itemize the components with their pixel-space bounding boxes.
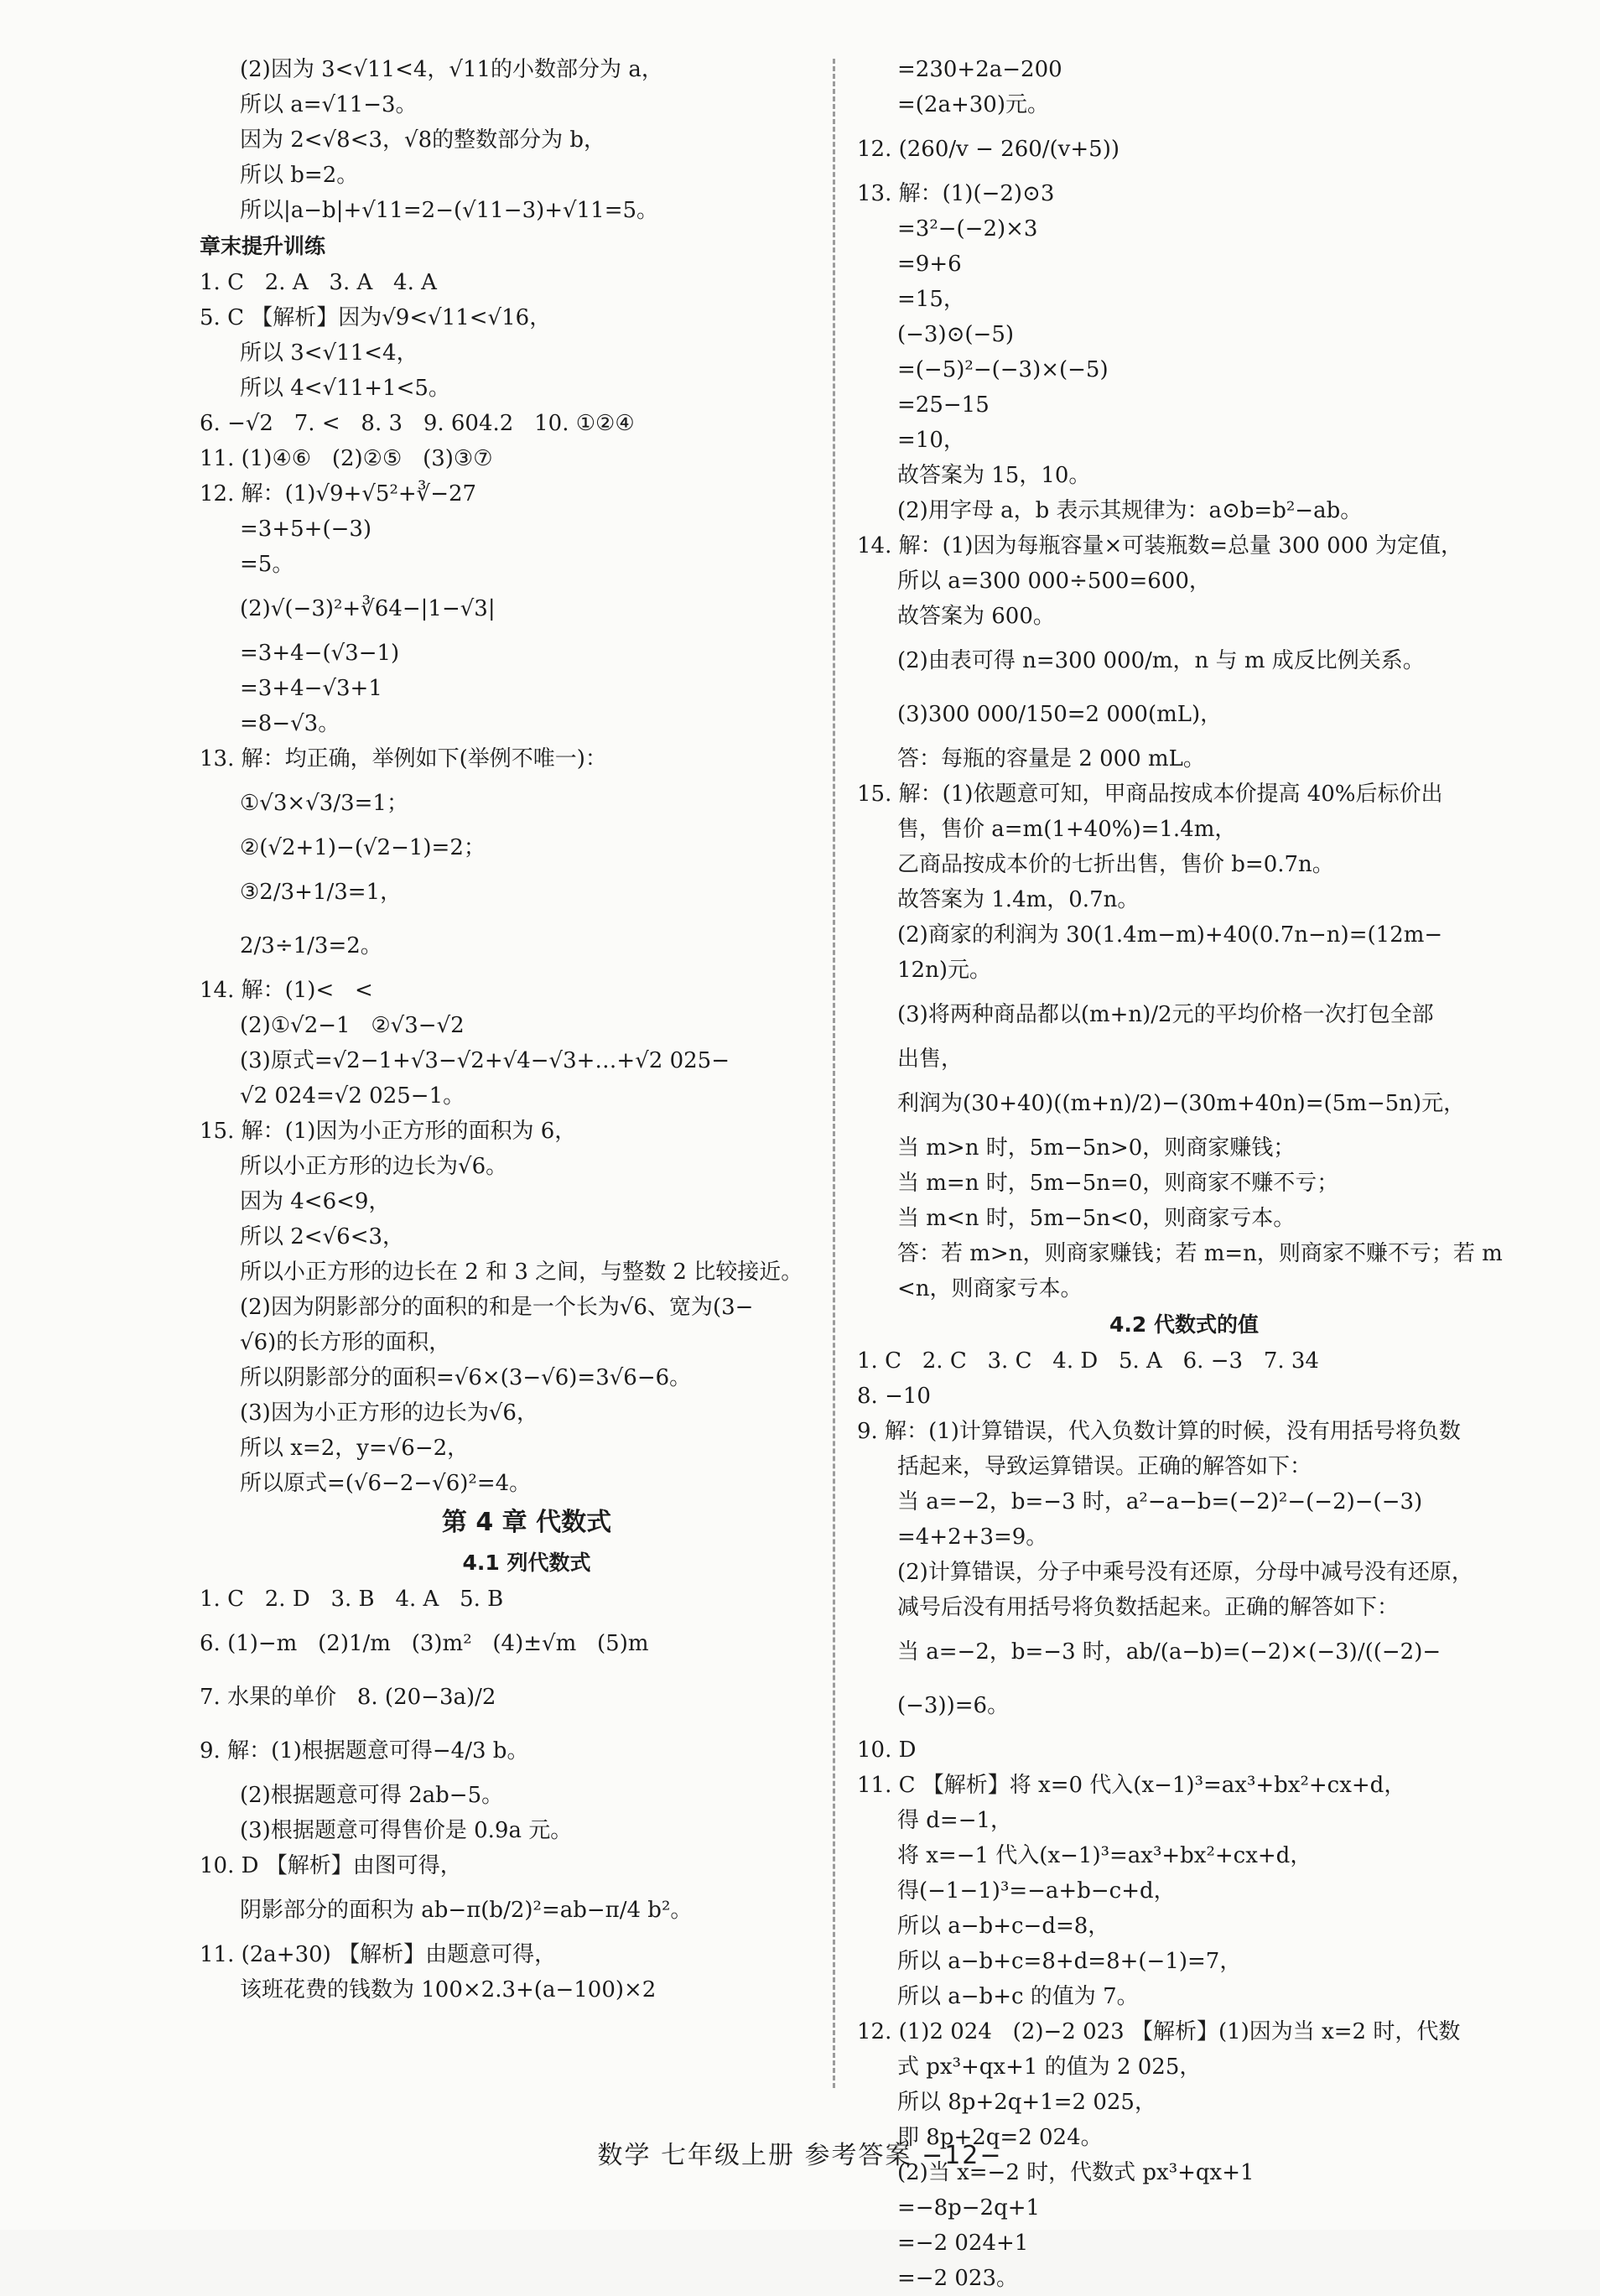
answer-line: =8−√3。 [240,711,340,736]
answer-line: 所以 a−b+c 的值为 7。 [897,1984,1139,2009]
column-divider [833,59,835,2088]
answer-line: (3)原式=√2−1+√3−√2+√4−√3+…+√2 025− [240,1048,730,1073]
answer-line: (2)√(−3)²+∛64−|1−√3| [240,596,496,621]
answer-line: 12. 解：(1)√9+√5²+∛−27 [200,481,477,506]
answer-line: 1. C 2. C 3. C 4. D 5. A 6. −3 7. 34 [857,1348,1319,1374]
answer-line: =(−5)²−(−3)×(−5) [897,357,1109,382]
answer-line: 即 8p+2q=2 024。 [897,2125,1103,2150]
answer-line: 当 a=−2，b=−3 时，ab/(a−b)=(−2)×(−3)/((−2)−(−3))=6。 [897,1639,1442,1718]
answer-line: 12. (1)2 024 (2)−2 023 【解析】(1)因为当 x=2 时，代数 [857,2019,1461,2044]
answer-line: =3+4−√3+1 [240,676,382,701]
answer-line: =3+5+(−3) [240,517,372,542]
answer-line: ①√3×√3/3=1； [240,791,408,816]
answer-line: (3)因为小正方形的边长为√6， [240,1400,538,1426]
answer-line: 14. 解：(1)因为每瓶容量×可装瓶数=总量 300 000 为定值， [857,533,1463,558]
answer-line: 阴影部分的面积为 ab−π(b/2)²=ab−π/4 b²。 [240,1898,693,1923]
answer-line: 13. 解：均正确，举例如下(举例不唯一)： [200,746,607,771]
answer-line: 答：每瓶的容量是 2 000 mL。 [897,746,1205,771]
answer-line: 故答案为 1.4m，0.7n。 [897,887,1140,912]
answer-line: (2)由表可得 n=300 000/m，n 与 m 成反比例关系。 [897,648,1425,673]
answer-line: 所以 x=2，y=√6−2， [240,1436,470,1461]
answer-line: (2)因为阴影部分的面积的和是一个长为√6、宽为(3− [240,1295,754,1320]
answer-line: =−2 024+1 [897,2231,1029,2256]
answer-line: =−2 023。 [897,2266,1019,2291]
answer-line: (2)因为 3<√11<4，√11的小数部分为 a， [240,57,663,82]
answer-line: 所以 a=√11−3。 [240,92,418,117]
answer-line: 12n)元。 [897,958,991,983]
answer-line: 所以 a−b+c−d=8， [897,1914,1110,1939]
answer-line: 所以小正方形的边长在 2 和 3 之间，与整数 2 比较接近。 [240,1260,803,1285]
answer-line: 12. (260/v − 260/(v+5)) [857,137,1119,162]
answer-line: 该班花费的钱数为 100×2.3+(a−100)×2 [240,1977,657,2003]
section-heading: 章末提升训练 [200,234,326,258]
answer-line: <n，则商家亏本。 [897,1276,1083,1301]
answer-line: 所以小正方形的边长为√6。 [240,1154,508,1179]
answer-line: 当 m<n 时，5m−5n<0，则商家亏本。 [897,1206,1296,1231]
answer-line: 所以原式=(√6−2−√6)²=4。 [240,1471,532,1496]
answer-line: 10. D 【解析】由图可得， [200,1853,462,1878]
subsection-heading: 4.1 列代数式 [462,1551,591,1575]
answer-line: 答：若 m>n，则商家赚钱；若 m=n，则商家不赚不亏；若 m [897,1241,1503,1266]
answer-line: 11. (2a+30) 【解析】由题意可得， [200,1942,557,1967]
page-footer: 数学 七年级上册 参考答案 −12− [597,2141,1003,2170]
answer-line: 故答案为 15，10。 [897,463,1091,488]
answer-line: 所以 2<√6<3， [240,1224,405,1249]
answer-line: 7. 水果的单价 8. (20−3a)/2 [200,1685,496,1710]
answer-line: 利润为(30+40)((m+n)/2)−(30m+40n)=(5m−5n)元， [897,1091,1466,1116]
answer-line: 所以 8p+2q+1=2 025， [897,2090,1156,2115]
answer-line: =4+2+3=9。 [897,1525,1048,1550]
answer-line: (3)300 000/150=2 000(mL)， [897,702,1223,727]
answer-line: 将 x=−1 代入(x−1)³=ax³+bx²+cx+d， [897,1843,1312,1868]
answer-line: =5。 [240,552,294,577]
answer-line: (3)根据题意可得售价是 0.9a 元。 [240,1818,573,1843]
answer-line: (2)用字母 a，b 表示其规律为：a⊙b=b²−ab。 [897,498,1363,523]
answer-line: 得 d=−1， [897,1808,1013,1833]
answer-line: 15. 解：(1)依题意可知，甲商品按成本价提高 40%后标价出 [857,782,1443,807]
answer-line: (2)商家的利润为 30(1.4m−m)+40(0.7n−n)=(12m− [897,922,1443,948]
answer-line: 所以阴影部分的面积=√6×(3−√6)=3√6−6。 [240,1365,692,1390]
answer-line: 所以 3<√11<4， [240,340,418,366]
answer-line: =3+4−(√3−1) [240,641,400,666]
answer-line: (2)根据题意可得 2ab−5。 [240,1783,504,1808]
answer-line: 括起来，导致运算错误。正确的解答如下： [897,1454,1312,1479]
answer-line: 所以 4<√11+1<5。 [240,376,450,401]
answer-line: 减号后没有用括号将负数括起来。正确的解答如下： [897,1595,1400,1620]
answer-line: 所以 b=2。 [240,163,359,188]
answer-line: 9. 解：(1)根据题意可得−4/3 b。 [200,1738,529,1764]
answer-line: 出售， [897,1047,964,1072]
answer-line: 当 m>n 时，5m−5n>0，则商家赚钱； [897,1135,1296,1161]
answer-line: √2 024=√2 025−1。 [240,1083,465,1109]
answer-line: 所以 a=300 000÷500=600， [897,569,1211,594]
answer-line: =−8p−2q+1 [897,2195,1041,2221]
answer-line: 13. 解：(1)(−2)⊙3 [857,181,1055,206]
answer-line: 因为 4<6<9， [240,1189,391,1214]
answer-line: 式 px³+qx+1 的值为 2 025， [897,2054,1202,2080]
subsection-heading: 4.2 代数式的值 [1109,1312,1259,1337]
chapter-heading: 第 4 章 代数式 [441,1508,612,1537]
answer-line: (2)计算错误，分子中乘号没有还原，分母中减号没有还原， [897,1560,1473,1585]
answer-line: 得(−1−1)³=−a+b−c+d， [897,1878,1176,1904]
answer-line: 8. −10 [857,1384,931,1409]
answer-line: =(2a+30)元。 [897,92,1049,117]
answer-line: 所以 a−b+c=8+d=8+(−1)=7， [897,1949,1242,1974]
answer-line: (2)当 x=−2 时，代数式 px³+qx+1 [897,2160,1255,2185]
answer-line: =230+2a−200 [897,57,1062,82]
answer-line: 11. C 【解析】将 x=0 代入(x−1)³=ax³+bx²+cx+d， [857,1773,1406,1798]
answer-line: 故答案为 600。 [897,604,1055,629]
answer-line: (2)①√2−1 ②√3−√2 [240,1013,465,1038]
answer-line: =15， [897,287,965,312]
answer-line: 所以|a−b|+√11=2−(√11−3)+√11=5。 [240,198,659,223]
answer-line: 6. −√2 7. < 8. 3 9. 604.2 10. ①②④ [200,411,635,436]
answer-line: =3²−(−2)×3 [897,216,1038,242]
answer-line: 2/3÷1/3=2。 [240,933,382,958]
answer-line: (−3)⊙(−5) [897,322,1015,347]
answer-line: ②(√2+1)−(√2−1)=2； [240,835,486,860]
answer-line: 售，售价 a=m(1+40%)=1.4m， [897,817,1237,842]
answer-line: (3)将两种商品都以(m+n)/2元的平均价格一次打包全部 [897,1002,1434,1027]
answer-line: 11. (1)④⑥ (2)②⑤ (3)③⑦ [200,446,493,471]
answer-line: 当 a=−2，b=−3 时，a²−a−b=(−2)²−(−2)−(−3) [897,1489,1423,1514]
answer-line: 6. (1)−m (2)1/m (3)m² (4)±√m (5)m [200,1631,649,1656]
answer-line: 15. 解：(1)因为小正方形的面积为 6， [200,1119,577,1144]
answer-line: 因为 2<√8<3，√8的整数部分为 b， [240,127,606,153]
answer-line: 乙商品按成本价的七折出售，售价 b=0.7n。 [897,852,1334,877]
answer-line: √6)的长方形的面积， [240,1330,451,1355]
answer-line: 10. D [857,1738,917,1763]
left-column [200,52,854,2008]
answer-line: 5. C 【解析】因为√9<√11<√16， [200,305,552,330]
right-column [857,52,1511,2296]
answer-line: =10， [897,428,965,453]
answer-line: 当 m=n 时，5m−5n=0，则商家不赚不亏； [897,1171,1339,1196]
answer-line: ③2/3+1/3=1， [240,880,403,905]
answer-line: 9. 解：(1)计算错误，代入负数计算的时候，没有用括号将负数 [857,1419,1461,1444]
answer-line: 1. C 2. D 3. B 4. A 5. B [200,1587,504,1612]
answer-line: =25−15 [897,392,990,418]
answer-line: =9+6 [897,252,962,277]
answer-line: 14. 解：(1)< < [200,978,373,1003]
answer-line: 1. C 2. A 3. A 4. A [200,270,437,295]
